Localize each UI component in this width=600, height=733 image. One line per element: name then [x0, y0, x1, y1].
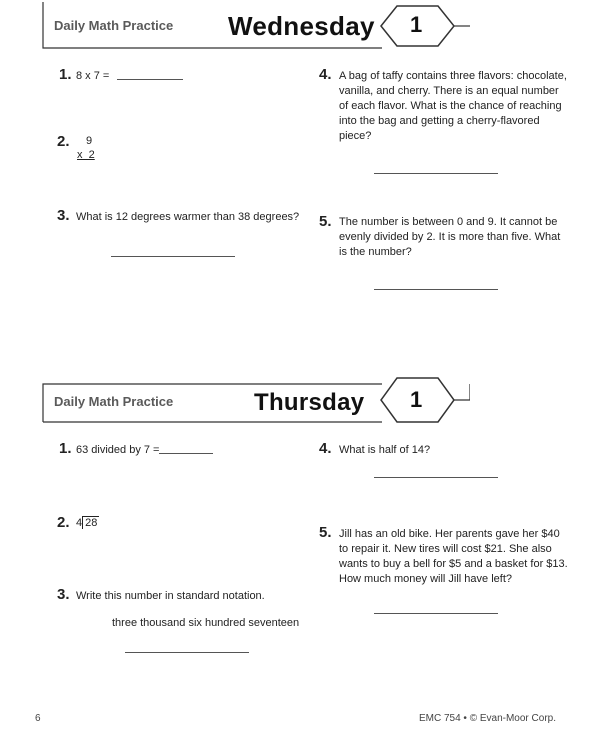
question-text: The number is between 0 and 9. It cannot be evenly divided by 2. It is more than five. What is the number?: [339, 216, 561, 258]
answer-line[interactable]: [159, 453, 213, 454]
copyright: EMC 754 • © Evan-Moor Corp.: [418, 713, 556, 724]
question-text: What is 12 degrees warmer than 38 degrees?: [76, 211, 300, 223]
question-text: Write this number in standard notation.: [76, 590, 265, 602]
day-title: Wednesday: [228, 11, 375, 41]
week-number: 1: [410, 12, 423, 37]
day-title: Thursday: [254, 389, 365, 416]
divisor: 4: [76, 517, 83, 529]
question-number: 5.: [319, 524, 332, 541]
question-text: A bag of taffy contains three flavors: chocolate, vanilla, and cherry. There is an equal number of each flavor. What is the chance of reaching into the bag and getting a cherry-flavored piece?: [339, 70, 567, 142]
long-division: [76, 516, 99, 531]
header-label: Daily Math Practice: [54, 18, 174, 33]
answer-line[interactable]: [125, 652, 249, 653]
answer-line[interactable]: [374, 173, 498, 174]
question-text: 8 x 7 =: [76, 70, 110, 82]
question-text: Jill has an old bike. Her parents gave her $40 to repair it. New tires will cost $21. She also wants to buy a bell for $5 and a basket for $13. How much money will Jill have left?: [339, 528, 568, 585]
answer-line[interactable]: [374, 289, 498, 290]
page-number: 6: [35, 713, 41, 724]
question-number: 3.: [57, 207, 70, 224]
problem-top: 9: [86, 135, 93, 147]
question-number: 2.: [57, 133, 70, 150]
answer-line[interactable]: [117, 79, 183, 80]
question-number: 1.: [59, 440, 72, 457]
problem-bottom: x 2: [77, 149, 95, 161]
question-number: 1.: [59, 66, 72, 83]
question-number: 2.: [57, 514, 70, 531]
answer-line[interactable]: [111, 256, 235, 257]
number-in-words: three thousand six hundred seventeen: [112, 617, 300, 629]
answer-line[interactable]: [374, 613, 498, 614]
header-label: Daily Math Practice: [54, 394, 174, 409]
answer-line[interactable]: [374, 477, 498, 478]
question-number: 5.: [319, 213, 332, 230]
wednesday-header: [42, 2, 470, 50]
week-number: 1: [410, 387, 423, 412]
question-number: 4.: [319, 440, 332, 457]
thursday-header: [42, 376, 470, 424]
question-number: 4.: [319, 66, 332, 83]
dividend: 28: [82, 516, 99, 529]
question-text: What is half of 14?: [339, 444, 431, 456]
question-number: 3.: [57, 586, 70, 603]
question-text: 63 divided by 7 =: [76, 444, 160, 456]
